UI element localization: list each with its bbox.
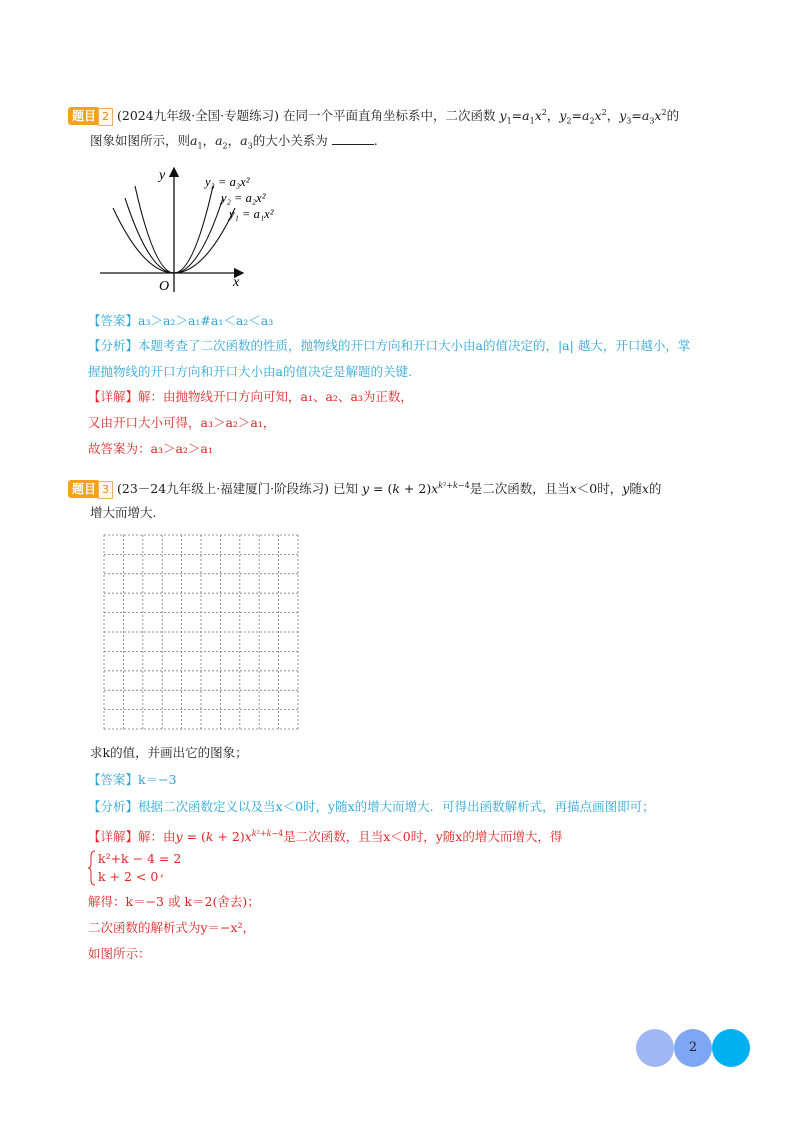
q2-detail-line3: 故答案为：a₃＞a₂＞a₁ (88, 441, 213, 456)
q3-analysis-tag: 【分析】 (88, 799, 139, 814)
q3-answer (88, 770, 177, 790)
q3-stem-e: 的 (648, 481, 662, 497)
parabola-figure (95, 160, 295, 295)
system-comma: , (160, 864, 164, 879)
circle-left (636, 1029, 674, 1067)
x-axis-label: x (233, 275, 240, 290)
q2-number: 2 (98, 108, 113, 126)
page-number: 2 (688, 1040, 698, 1055)
q3-badge: 题目 (68, 480, 100, 498)
q3-detail-line: 【详解】解：由$y = (k + 2)x^{k^2+k-4}$是二次函数，且当x＜0时，y随x的增大而增大，得 (88, 829, 563, 845)
q3-solve-line: 解得：k＝−3 或 k＝2(舍去)； (88, 894, 260, 909)
q3-stem-d: 随 (629, 481, 642, 497)
q2-stem-d: 的大小关系为 (252, 133, 328, 148)
q3-detail-tag: 【详解】 (88, 829, 139, 845)
system-eq2: k + 2 < 0 (98, 869, 159, 884)
system-eq1: k²+k − 4 = 2 (98, 851, 182, 866)
q2-badge: 题目 (68, 107, 100, 125)
label-y2: y₂ = a₂x² (221, 191, 266, 205)
page-number-badge (636, 1029, 752, 1067)
q3-sub-question: 求k的值，并画出它的图象； (90, 745, 248, 760)
q2-answer-tag: 【答案】 (88, 313, 139, 328)
q2-stem-a: 在同一个平面直角坐标系中，二次函数 (283, 108, 496, 124)
q2-stem-line2: 图象如图所示，则$a_1$，$a_2$，$a_3$的大小关系为 . (90, 133, 378, 151)
origin-label: O (159, 279, 170, 294)
q3-detail-a: 解：由 (138, 829, 176, 845)
q3-number: 3 (98, 481, 113, 499)
q2-detail-line2: 又由开口大小可得，a₃＞a₂＞a₁， (88, 415, 276, 430)
q3-expr-line: 二次函数的解析式为y＝−x²， (88, 920, 256, 935)
brace-icon (88, 850, 96, 886)
q2-detail-line1 (88, 387, 413, 407)
q2-detail-tag: 【详解】 (88, 389, 139, 404)
label-y1: y₁ = a₁x² (229, 207, 274, 221)
q2-answer-text: a₃＞a₂＞a₁#a₁＜a₂＜a₃ (138, 313, 274, 328)
equation-system (88, 850, 188, 888)
label-y3: y₃ = a₃x² (205, 175, 250, 189)
q2-stem-b: 的 (666, 108, 680, 124)
q2-detail-text1: 解：由抛物线开口方向可知，a₁、a₂、a₃为正数， (138, 389, 413, 404)
q3-answer-tag: 【答案】 (88, 772, 139, 787)
q3-stem-b: 是二次函数，且当 (469, 481, 570, 497)
q2-analysis-line1 (88, 336, 690, 356)
q3-detail-b: 是二次函数，且当x＜0时，y随x的增大而增大，得 (283, 829, 563, 845)
q2-source: (2024九年级·全国·专题练习) (117, 108, 280, 124)
q3-analysis-text: 根据二次函数定义以及当x＜0时，y随x的增大而增大．可得出函数解析式，再描点画图即可； (138, 799, 655, 814)
dotted-grid (103, 534, 299, 730)
circle-right (712, 1029, 750, 1067)
q2-analysis-text1: 本题考查了二次函数的性质，抛物线的开口方向和开口大小由a的值决定的，|a| 越大，开口越小，掌 (138, 338, 691, 353)
q2-analysis-line2: 握抛物线的开口方向和开口大小由a的值决定是解题的关键. (88, 364, 412, 379)
q3-analysis (88, 797, 655, 817)
q2-stem-line1: 题目 2 (2024九年级·全国·专题练习) 在同一个平面直角坐标系中，二次函数 $y_1=a_1x^2$，$y_2=a_2x^2$，$y_3=a_3x^2$的 (68, 103, 679, 132)
q3-stem-line2: 增大而增大. (90, 505, 157, 520)
q2-answer (88, 311, 273, 331)
q3-stem-line1: 题目 3 (23－24九年级上·福建厦门·阶段练习) 已知 $y = (k + 2)x^{k^2+k-4}$是二次函数，且当x＜0时，y随x的 (68, 476, 661, 499)
q3-stem-a: 已知 (333, 481, 359, 497)
q3-answer-text: k＝−3 (138, 772, 177, 787)
q2-stem-c: 图象如图所示，则 (90, 133, 191, 148)
q3-figure-line: 如图所示： (88, 946, 151, 961)
y-axis-label: y (159, 168, 166, 183)
q2-analysis-tag: 【分析】 (88, 338, 139, 353)
q3-stem-c: 时， (597, 481, 623, 497)
q3-source: (23－24九年级上·福建厦门·阶段练习) (117, 481, 330, 497)
answer-blank (332, 132, 374, 145)
